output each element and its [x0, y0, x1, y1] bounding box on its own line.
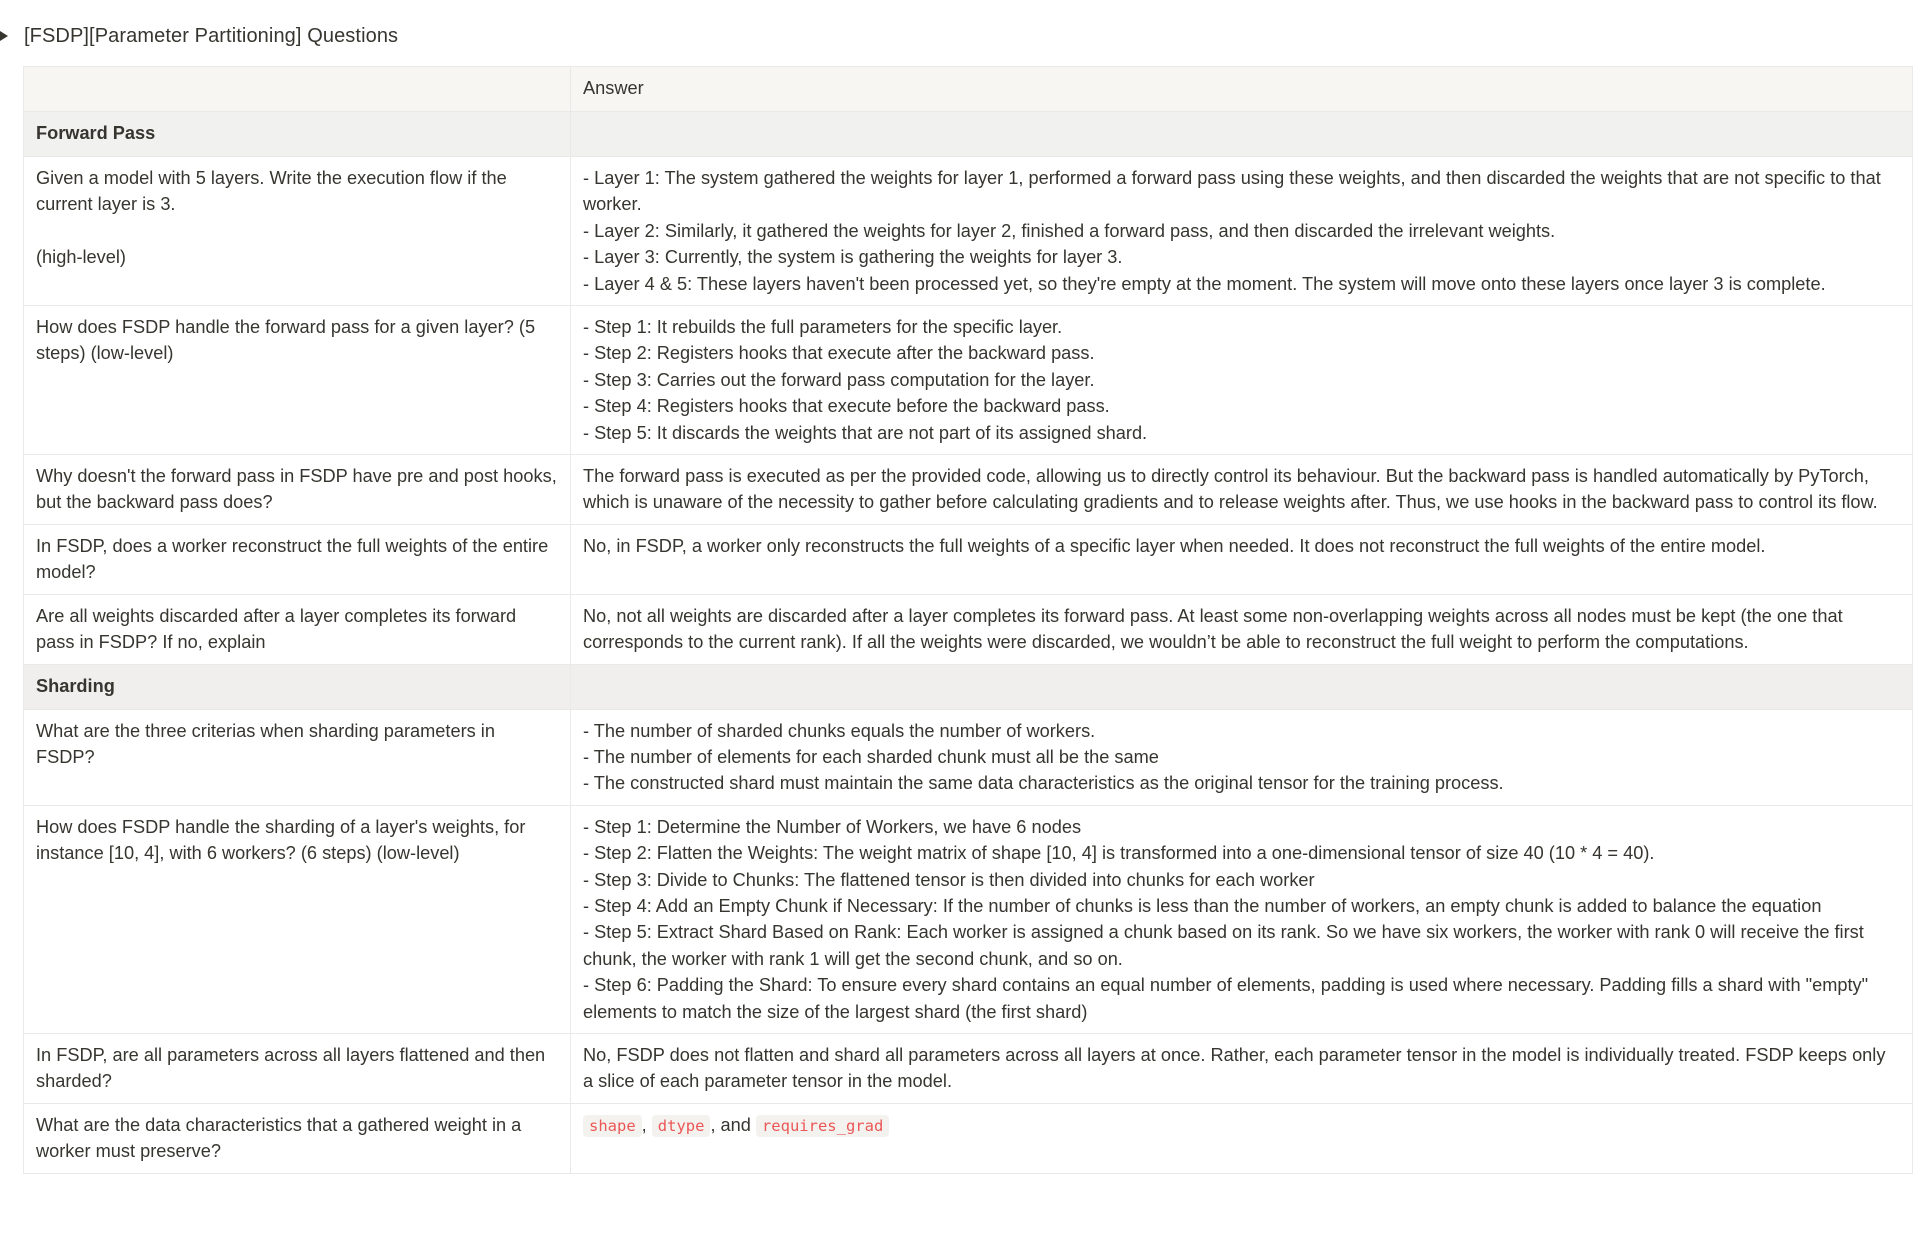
toggle-triangle-icon[interactable] — [0, 31, 8, 41]
section-row-forward-pass — [24, 112, 1913, 157]
separator-text: , and — [710, 1114, 756, 1135]
inline-code-dtype: dtype — [652, 1115, 711, 1137]
answer-line: - The number of sharded chunks equals the number of workers. — [583, 720, 1096, 741]
toggle-block — [0, 18, 398, 54]
section-empty-cell[interactable] — [571, 664, 1913, 709]
answer-line: - Step 2: Flatten the Weights: The weight matrix of shape [10, 4] is transformed into a one-dimensional tensor of size 40 (10 * 4 = 40). — [583, 843, 1655, 864]
answer-line: No, not all weights are discarded after a layer completes its forward pass. At least some non-overlapping weights across all nodes must be kept (the one that corresponds to the current rank). If all the weights were discarded, we wouldn’t be able to reconstruct the full weight to perform the computations. — [583, 605, 1848, 653]
answer-line: - Step 5: It discards the weights that are not part of its assigned shard. — [583, 422, 1148, 443]
blank-line — [36, 218, 558, 244]
answer-cell[interactable] — [571, 805, 1913, 1033]
question-cell[interactable] — [24, 709, 571, 805]
answer-line: - Layer 3: Currently, the system is gathering the weights for layer 3. — [583, 247, 1123, 268]
answer-line: - Step 1: Determine the Number of Workers, we have 6 nodes — [583, 816, 1082, 837]
section-row-sharding — [24, 664, 1913, 709]
answer-cell[interactable] — [571, 1033, 1913, 1103]
header-cell-question[interactable] — [24, 67, 571, 112]
question-cell[interactable] — [24, 594, 571, 664]
table-row — [24, 805, 1913, 1033]
answer-line: - Step 2: Registers hooks that execute after the backward pass. — [583, 343, 1095, 364]
answer-cell[interactable] — [571, 306, 1913, 455]
question-cell[interactable] — [24, 1103, 571, 1173]
header-cell-answer[interactable]: Answer — [571, 67, 1913, 112]
answer-line: No, FSDP does not flatten and shard all parameters across all layers at once. Rather, each parameter tensor in the model is individually treated. FSDP keeps only a slice of each parameter tensor in the model. — [583, 1044, 1891, 1092]
answer-line: - The constructed shard must maintain the same data characteristics as the original tensor for the training process. — [583, 773, 1504, 794]
toggle-title: [FSDP][Parameter Partitioning] Questions — [24, 24, 399, 47]
table-row — [24, 1103, 1913, 1173]
inline-code-requires-grad: requires_grad — [756, 1115, 889, 1137]
section-empty-cell[interactable] — [571, 112, 1913, 157]
question-text: Given a model with 5 layers. Write the execution flow if the current layer is 3. — [36, 168, 512, 215]
question-cell[interactable] — [24, 157, 571, 306]
answer-line: - Step 6: Padding the Shard: To ensure every shard contains an equal number of elements, padding is used where necessary. Padding fills a shard with "empty" elements to match the size of the largest shard (the first shard) — [583, 975, 1874, 1022]
table-row — [24, 594, 1913, 664]
table-row — [24, 306, 1913, 455]
table-header-row — [24, 67, 1913, 112]
question-cell[interactable] — [24, 524, 571, 594]
question-text: Are all weights discarded after a layer completes its forward pass in FSDP? If no, explain — [36, 605, 522, 653]
question-cell[interactable] — [24, 1033, 571, 1103]
answer-cell[interactable] — [571, 524, 1913, 594]
separator-text: , — [641, 1114, 652, 1135]
answer-line: - Layer 2: Similarly, it gathered the weights for layer 2, finished a forward pass, and then discarded the irrelevant weights. — [583, 220, 1556, 241]
question-text: How does FSDP handle the sharding of a layer's weights, for instance [10, 4], with 6 workers? (6 steps) (low-level) — [36, 816, 531, 864]
answer-line: - Step 4: Registers hooks that execute before the backward pass. — [583, 396, 1110, 417]
answer-line: - The number of elements for each sharded chunk must all be the same — [583, 746, 1159, 767]
answer-line: The forward pass is executed as per the provided code, allowing us to directly control its behaviour. But the backward pass is handled automatically by PyTorch, which is unaware of the necessity to gather before calculating gradients and to release weights after. Thus, we use hooks in the backward pass to control its flow. — [583, 466, 1878, 513]
answer-cell[interactable] — [571, 1103, 1913, 1173]
section-label[interactable]: Forward Pass — [24, 112, 571, 157]
question-text: (high-level) — [36, 247, 126, 268]
table-row — [24, 709, 1913, 805]
question-text: In FSDP, are all parameters across all layers flattened and then sharded? — [36, 1044, 551, 1092]
question-cell[interactable] — [24, 306, 571, 455]
question-text: Why doesn't the forward pass in FSDP have pre and post hooks, but the backward pass does? — [36, 466, 562, 513]
question-text: In FSDP, does a worker reconstruct the full weights of the entire model? — [36, 535, 554, 583]
answer-line: - Layer 1: The system gathered the weights for layer 1, performed a forward pass using these weights, and then discarded the weights that are not specific to that worker. — [583, 168, 1886, 215]
answer-line: - Step 4: Add an Empty Chunk if Necessary: If the number of chunks is less than the number of workers, an empty chunk is added to balance the equation — [583, 895, 1822, 916]
table-row — [24, 524, 1913, 594]
answer-line: No, in FSDP, a worker only reconstructs the full weights of a specific layer when needed. It does not reconstruct the full weights of the entire model. — [583, 535, 1766, 556]
qa-table-container — [23, 66, 1912, 1174]
answer-line: - Step 3: Divide to Chunks: The flattened tensor is then divided into chunks for each worker — [583, 869, 1315, 890]
answer-line: - Layer 4 & 5: These layers haven't been processed yet, so they're empty at the moment. The system will move onto these layers once layer 3 is complete. — [583, 273, 1826, 294]
answer-cell[interactable] — [571, 709, 1913, 805]
question-text: What are the data characteristics that a gathered weight in a worker must preserve? — [36, 1114, 527, 1162]
question-text: How does FSDP handle the forward pass for a given layer? (5 steps) (low-level) — [36, 317, 541, 364]
answer-line: - Step 5: Extract Shard Based on Rank: Each worker is assigned a chunk based on its rank. So we have six workers, the worker with rank 0 will receive the first chunk, the worker with rank 1 will get the second chunk, and so on. — [583, 922, 1869, 969]
table-row — [24, 455, 1913, 525]
question-cell[interactable] — [24, 455, 571, 525]
answer-cell[interactable] — [571, 455, 1913, 525]
table-row — [24, 157, 1913, 306]
answer-cell[interactable] — [571, 157, 1913, 306]
question-text: What are the three criterias when sharding parameters in FSDP? — [36, 720, 501, 767]
inline-code-shape: shape — [583, 1115, 642, 1137]
qa-table — [23, 66, 1913, 1174]
question-cell[interactable] — [24, 805, 571, 1033]
table-row — [24, 1033, 1913, 1103]
answer-cell[interactable] — [571, 594, 1913, 664]
section-label[interactable]: Sharding — [24, 664, 571, 709]
answer-line: - Step 3: Carries out the forward pass computation for the layer. — [583, 369, 1095, 390]
answer-line: - Step 1: It rebuilds the full parameters for the specific layer. — [583, 317, 1063, 338]
